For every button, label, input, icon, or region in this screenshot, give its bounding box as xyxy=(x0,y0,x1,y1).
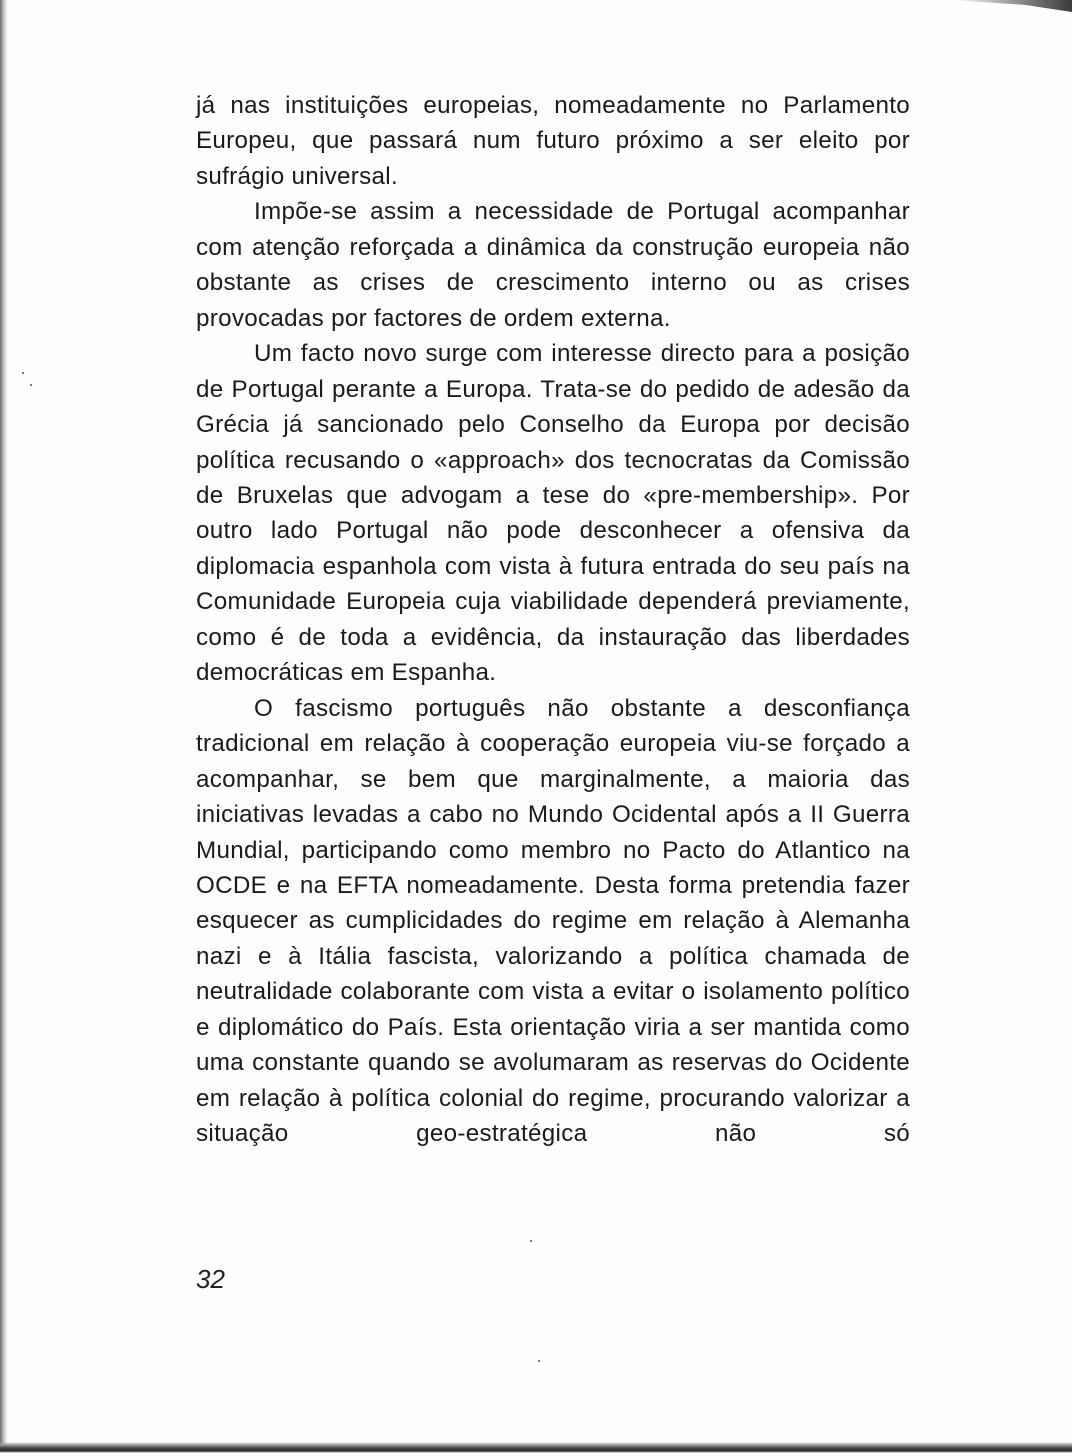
scan-edge-left xyxy=(0,0,8,1456)
paragraph-2: Impõe-se assim a necessidade de Portugal acompanhar com atenção reforçada a dinâmica da construção europeia não obstante as crises de crescimento interno ou as crises provocadas por factores de ordem externa. xyxy=(196,198,910,332)
paragraph-1: já nas instituições europeias, nomeadamente no Parlamento Europeu, que passará num futuro próximo a ser eleito por sufrágio universal. xyxy=(196,92,910,190)
body-text xyxy=(196,88,910,1152)
page-number: 32 xyxy=(196,1264,225,1294)
scan-corner-top-right xyxy=(952,0,1072,12)
speck xyxy=(538,1360,540,1362)
paragraph-4: O fascismo português não obstante a desconfiança tradicional em relação à cooperação europeia viu-se forçado a acompanhar, se bem que marginalmente, a maioria das iniciativas levadas a cabo no Mundo Ocidental após a II Guerra Mundial, participando como membro no Pacto do Atlantico na OCDE e na EFTA nomeadamente. Desta forma pretendia fazer esquecer as cumplicidades do regime em relação à Alemanha nazi e à Itália fascista, valorizando a política chamada de neutralidade colaborante com vista a evitar o isolamento político e diplomático do País. Esta orientação viria a ser mantida como uma constante quando se avolumaram as reservas do Ocidente em relação à política colonial do regime, procurando valorizar a situação geo-estratégica não só xyxy=(196,694,910,1148)
speck xyxy=(30,384,32,386)
speck xyxy=(22,372,24,374)
scan-edge-bottom xyxy=(0,1442,1072,1456)
paragraph-3: Um facto novo surge com interesse directo para a posição de Portugal perante a Europa. Trata-se do pedido de adesão da Grécia já sancionado pelo Conselho da Europa por decisão política recusando o «approach» dos tecnocratas da Comissão de Bruxelas que advogam a tese do «pre-membership». Por outro lado Portugal não pode desconhecer a ofensiva da diplomacia espanhola com vista à futura entrada do seu país na Comunidade Europeia cuja viabilidade dependerá previamente, como é de toda a evidência, da instauração das liberdades democráticas em Espanha. xyxy=(196,340,910,687)
speck xyxy=(530,1240,532,1242)
